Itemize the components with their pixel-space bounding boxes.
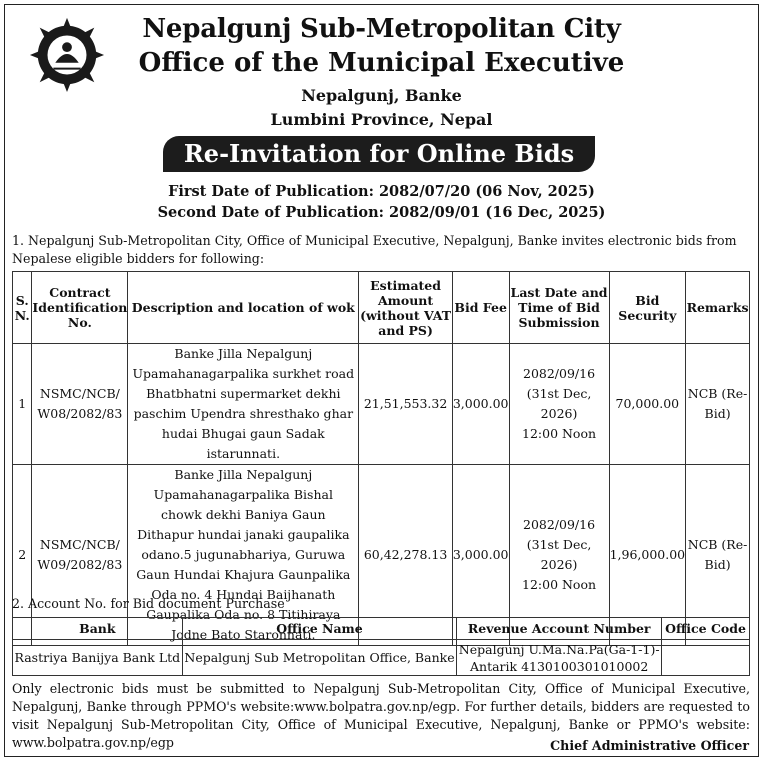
address-line-2: Lumbini Province, Nepal: [270, 110, 493, 129]
header-contract: Contract Identification No.: [32, 272, 128, 344]
header-bank: Bank: [13, 618, 183, 640]
header-code: Office Code: [662, 618, 750, 640]
table-row: [13, 640, 750, 676]
header-fee: Bid Fee: [452, 272, 509, 344]
header-sn: S. N.: [13, 272, 32, 344]
row-date-line2: (31st Dec, 2026): [526, 386, 592, 421]
header-date: Last Date and Time of Bid Submission: [509, 272, 609, 344]
notice-banner: Re-Invitation for Online Bids: [163, 136, 595, 172]
row-date: [509, 344, 609, 465]
row-description: Banke Jilla Nepalgunj Upamahanagarpalika surkhet road Bhatbhatni supermarket dekhi paschim Upendra shresthako ghar hudai Bhugai gaun Sadak istarunnati.: [128, 344, 359, 465]
row-date-line2: (31st Dec, 2026): [526, 537, 592, 572]
row-sn: 2: [13, 465, 32, 646]
row-remarks: NCB (Re- Bid): [686, 465, 750, 646]
row-fee: 3,000.00: [452, 465, 509, 646]
row-fee: 3,000.00: [452, 344, 509, 465]
row-security: 1,96,000.00: [609, 465, 686, 646]
row-security: 70,000.00: [609, 344, 686, 465]
row-date-line1: 2082/09/16: [523, 517, 596, 532]
header-amount: Estimated Amount (without VAT and PS): [359, 272, 453, 344]
row-sn: 1: [13, 344, 32, 465]
table-row: [13, 344, 750, 465]
first-publication-date: First Date of Publication: 2082/07/20 (06 Nov, 2025): [168, 183, 595, 200]
row-amount: 60,42,278.13: [359, 465, 453, 646]
header-security: Bid Security: [609, 272, 686, 344]
row-contract: NSMC/NCB/ W08/2082/83: [32, 344, 128, 465]
signature: Chief Administrative Officer: [550, 738, 749, 753]
row-date-line3: 12:00 Noon: [522, 426, 597, 441]
row-amount: 21,51,553.32: [359, 344, 453, 465]
address-line-1: Nepalgunj, Banke: [301, 86, 462, 105]
account-office: Nepalgunj Sub Metropolitan Office, Banke: [182, 640, 457, 676]
title-line-2: Office of the Municipal Executive: [138, 48, 625, 78]
account-revenue: Nepalgunj U.Ma.Na.Pa(Ga-1-1)- Antarik 4130100301010002: [457, 640, 662, 676]
header-remarks: Remarks: [686, 272, 750, 344]
footer-paragraph: Only electronic bids must be submitted to Nepalgunj Sub-Metropolitan City, Office of Municipal Executive, Nepalgunj, Banke through PPMO's website:www.bolpatra.gov.np/egp. For further details, bidders are requested to visit Nepalgunj Sub-Metropolitan City, Office of Municipal Executive, Nepalgunj, Banke or PPMO's website: www.bolpatra.gov.np/egp: [12, 681, 750, 750]
header-revenue: Revenue Account Number: [457, 618, 662, 640]
header-office: Office Name: [182, 618, 457, 640]
account-table: [12, 617, 750, 676]
account-heading: 2. Account No. for Bid document Purchase: [12, 596, 285, 611]
second-publication-date: Second Date of Publication: 2082/09/01 (16 Dec, 2025): [157, 204, 606, 221]
account-table-header: [13, 618, 750, 640]
header-description: Description and location of wok: [128, 272, 359, 344]
title-line-1: Nepalgunj Sub-Metropolitan City: [142, 14, 621, 44]
row-remarks: NCB (Re- Bid): [686, 344, 750, 465]
bid-table-header: [13, 272, 750, 344]
intro-paragraph: 1. Nepalgunj Sub-Metropolitan City, Office of Municipal Executive, Nepalgunj, Banke invites electronic bids from Nepalese eligible bidders for following:: [12, 233, 737, 266]
bid-table: [12, 271, 750, 646]
row-date-line3: 12:00 Noon: [522, 577, 597, 592]
row-contract: NSMC/NCB/ W09/2082/83: [32, 465, 128, 646]
account-code: [662, 640, 750, 676]
row-date-line1: 2082/09/16: [523, 366, 596, 381]
account-bank: Rastriya Banijya Bank Ltd: [13, 640, 183, 676]
row-description: Banke Jilla Nepalgunj Upamahanagarpalika Bishal chowk dekhi Baniya Gaun Dithapur hundai janaki gaupalika odano.5 jugunabhariya, Guruwa Gaun Hundai Khajura Gaunpalika Oda no. 4 Hundai Baijhanath Gaupalika Oda no. 8 Titihiraya Jodne Bato Staronnati.: [128, 465, 359, 646]
